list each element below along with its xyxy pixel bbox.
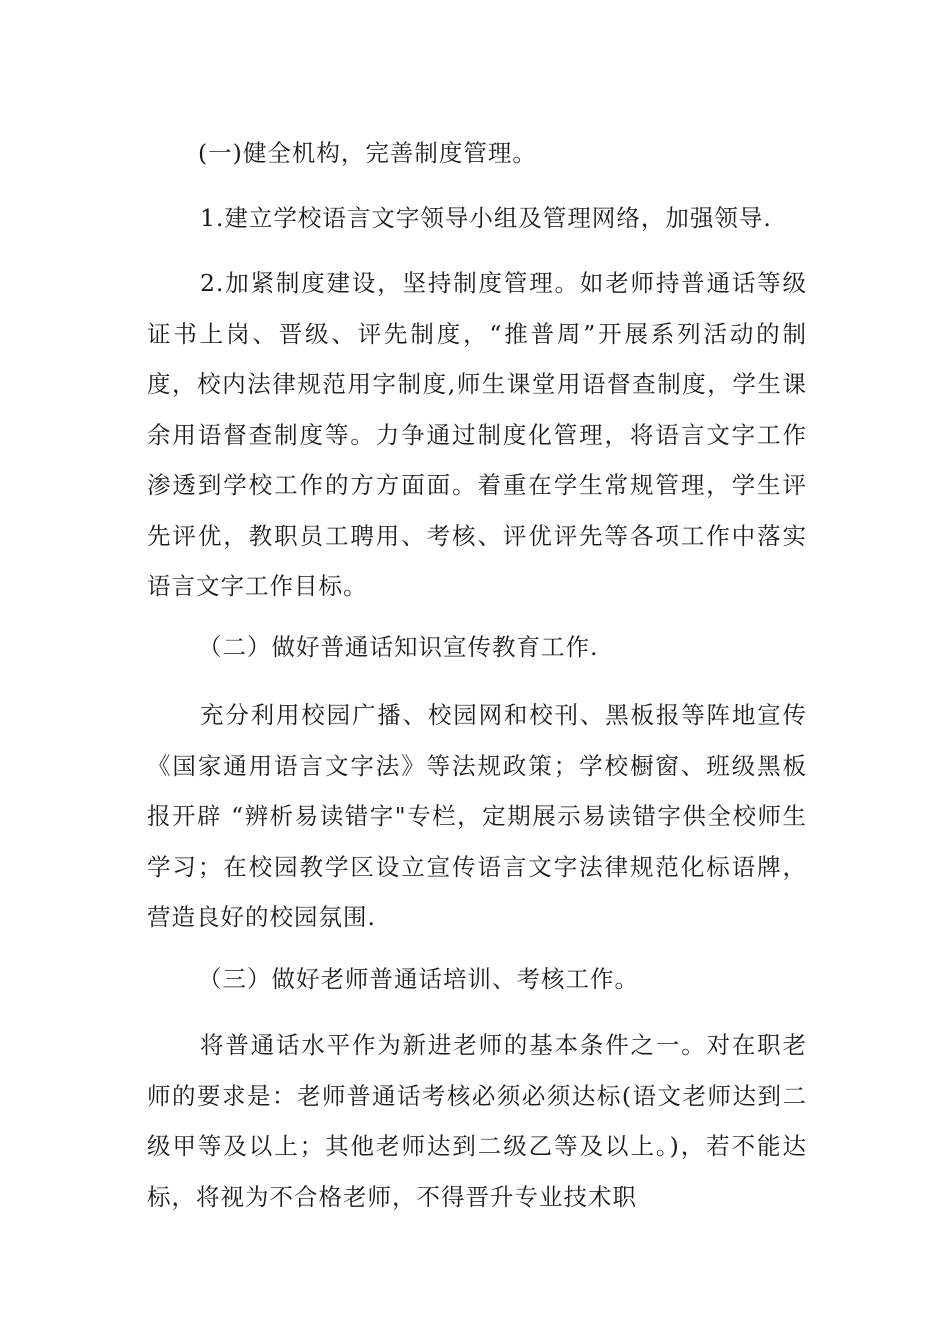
paragraph-2: 2.加紧制度建设，坚持制度管理。如老师持普通话等级证书上岗、晋级、评先制度，“推普周”开展系列活动的制度，校内法律规范用字制度,师生课堂用语督查制度，学生课余用语督查制度等。力争通过制度化管理，将语言文字工作渗透到学校工作的方方面面。着重在学生常规管理，学生评先评优，教职员工聘用、考核、评优评先等各项工作中落实语言文字工作目标。 bbox=[147, 269, 807, 600]
paragraph-4: 将普通话水平作为新进老师的基本条件之一。对在职老师的要求是：老师普通话考核必须必须达标(语文老师达到二级甲等及以上；其他老师达到二级乙等及以上。)，若不能达标，将视为不合格老师，不得晋升专业技术职 bbox=[147, 1031, 807, 1211]
section-heading-3: （三）做好老师普通话培训、考核工作。 bbox=[198, 965, 639, 993]
section-heading-2: （二）做好普通话知识宣传教育工作. bbox=[198, 633, 599, 661]
paragraph-3: 充分利用校园广播、校园网和校刊、黑板报等阵地宣传《国家通用语言文字法》等法规政策；学校橱窗、班级黑板报开辟 “辨析易读错字"专栏，定期展示易读错字供全校师生学习；在校园教学区设立宣传语言文字法律规范化标语牌，营造良好的校园氛围. bbox=[147, 701, 807, 931]
section-heading-1: (一)健全机构，完善制度管理。 bbox=[198, 139, 537, 167]
paragraph-1: 1.建立学校语言文字领导小组及管理网络，加强领导. bbox=[200, 204, 772, 232]
